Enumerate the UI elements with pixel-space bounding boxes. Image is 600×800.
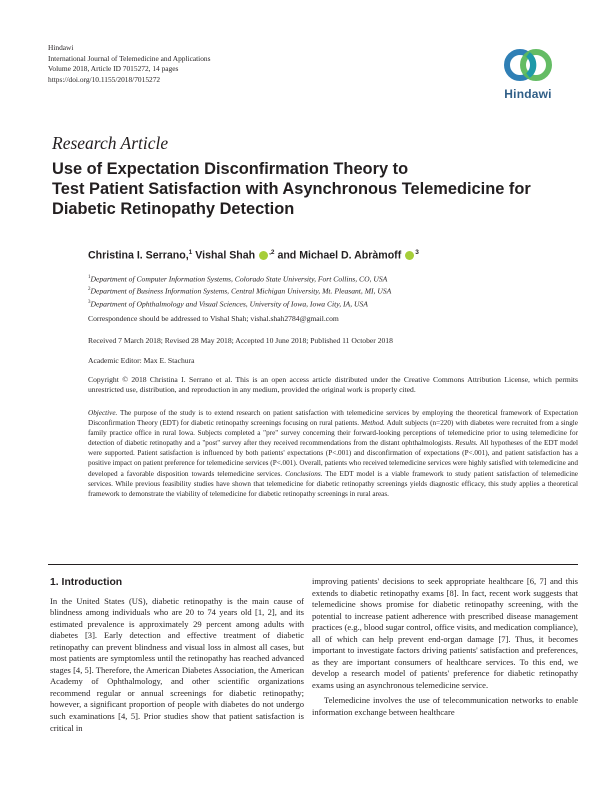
abstract-conclusions: The EDT model is a viable framework to study patient satisfaction of telemedicine services. While previous feasibility studies have shown that telemedicine for diabetic retinopathy screenings yields diagnostic efficacy, this study applies a theoretical framework to demonstrate the viability of telemedicine for diabetic retinopathy screenings in rural areas. — [88, 469, 578, 498]
affiliation-item — [88, 273, 391, 285]
title-line: Use of Expectation Disconfirmation Theory to — [52, 160, 409, 178]
affil-text: Department of Business Information Systems, Central Michigan University, Mt. Pleasant, MI, USA — [90, 286, 392, 296]
abstract-objective-label: Objective. — [88, 409, 118, 417]
abstract-objective: The purpose of the study is to extend research on patient satisfaction with telemedicine services by employing the theoretical framework of Expectation Disconfirmation Theory (EDT) for diabetic retinopathy screenings focusing on rural patients. — [88, 409, 578, 428]
body-column-left — [50, 577, 304, 734]
abstract-results: All hypotheses of the EDT model were supported. Patient satisfaction is influenced by both patients' expectations (P<.001) and disconfirmation of expectations (P<.001), and patient satisfaction has a positive impact on patient preference for telemedicine services (P<.001). Overall, patients who received telemedicine services were highly satisfied with telemedicine and developed a favorable disposition towards telemedicine services. — [88, 439, 578, 478]
section-heading: 1. Introduction — [50, 577, 123, 588]
author-name: Christina I. Serrano, — [88, 249, 189, 262]
orcid-icon[interactable] — [405, 251, 414, 260]
author-affil-mark: ,2 — [269, 249, 275, 256]
author-list — [88, 249, 419, 262]
orcid-icon[interactable] — [259, 251, 268, 260]
logo-text: Hindawi — [504, 87, 552, 101]
body-paragraph: In the United States (US), diabetic retinopathy is the main cause of blindness among individuals who are 20 to 74 years old [1, 2], and its estimated prevalence is approximately 29 percent among adults with diabetes [3]. Early detection and effective treatment of diabetic retinopathy can prevent blindness and visual loss in almost all cases, but most patients are symptomless until the retinopathy has reached advanced stages [4, 5]. Therefore, the American Diabetes Association, the American Academy of Ophthalmology, and other scientific organizations recommend regular or annual screenings for diabetic retinopathy; however, a significant proportion of people with diabetes do not undergo such examinations [4, 5]. Prior studies show that patient satisfaction is critical in — [50, 595, 304, 733]
article-type: Research Article — [52, 133, 169, 153]
body-paragraph: improving patients' decisions to seek appropriate healthcare [6, 7] and this extends to diabetic retinopathy exams [8]. In fact, recent work suggests that telemedicine shows promise for diabetic retinopathy screening, with the potential to increase patient adherence with prescribed disease management practices (e.g., blood sugar control, office visits, and medication compliance), all of which can help prevent end-organ damage [7]. Thus, it becomes important to investigate factors driving patients' satisfaction and preferences, as they are important consumers of healthcare services. To this end, we develop a research model of patients' preference for diabetic retinopathy exams using an asynchronous telemedicine service. — [312, 576, 578, 690]
affil-mark: 3 — [88, 299, 91, 305]
hindawi-rings-icon — [502, 45, 554, 85]
author-affil-mark: 3 — [415, 249, 419, 256]
section-divider — [48, 564, 578, 565]
journal-name: International Journal of Telemedicine and Applications — [48, 53, 211, 63]
body-column-right — [312, 576, 578, 719]
abstract — [88, 408, 578, 499]
abstract-method-label: Method. — [361, 419, 385, 428]
journal-masthead — [48, 43, 211, 85]
article-dates: Received 7 March 2018; Revised 28 May 2018; Accepted 10 June 2018; Published 11 October 2018 — [88, 336, 393, 345]
body-paragraph: Telemedicine involves the use of telecommunication networks to enable information exchange between healthcare — [312, 695, 578, 718]
author-affil-mark: 1 — [188, 249, 193, 256]
affil-text: Department of Computer Information Systems, Colorado State University, Fort Collins, CO, USA — [90, 274, 388, 284]
affil-mark: 2 — [88, 287, 91, 293]
title-line: Test Patient Satisfaction with Asynchronous Telemedicine for — [52, 180, 531, 198]
article-title — [52, 159, 572, 219]
academic-editor: Academic Editor: Max E. Stachura — [88, 356, 195, 365]
author-name: and Michael D. Abràmoff — [277, 249, 402, 262]
doi-link[interactable]: https://doi.org/10.1155/2018/7015272 — [48, 74, 161, 84]
correspondence: Correspondence should be addressed to Vishal Shah; vishal.shah2784@gmail.com — [88, 314, 339, 323]
affiliation-item — [88, 285, 391, 297]
volume-info: Volume 2018, Article ID 7015272, 14 pages — [48, 64, 179, 74]
affiliation-item — [88, 298, 391, 310]
copyright-notice: Copyright © 2018 Christina I. Serrano et al. This is an open access article distributed under the Creative Commons Attribution License, which permits unrestricted use, distribution, and reproduction in any medium, provided the original work is properly cited. — [88, 375, 578, 395]
abstract-conclusions-label: Conclusions. — [285, 469, 323, 478]
title-line: Diabetic Retinopathy Detection — [52, 200, 295, 218]
abstract-results-label: Results. — [455, 439, 478, 448]
publisher-name: Hindawi — [48, 43, 74, 52]
affiliation-list — [88, 273, 391, 310]
author-name: Vishal Shah — [195, 249, 256, 262]
affil-mark: 1 — [88, 275, 91, 280]
abstract-method: Adult subjects (n=220) with diabetes were recruited from a single family practice office in rural Iowa. Subjects completed a "pre" survey concerning their forward-looking perceptions of telemedicine prior to using telemedicine for detection of diabetic retinopathy and a "post" survey after they received recommendations from the distant ophthalmologists. — [88, 419, 578, 448]
affil-text: Department of Ophthalmology and Visual Sciences, University of Iowa, Iowa City, IA, USA — [90, 299, 368, 309]
hindawi-logo — [497, 45, 559, 115]
